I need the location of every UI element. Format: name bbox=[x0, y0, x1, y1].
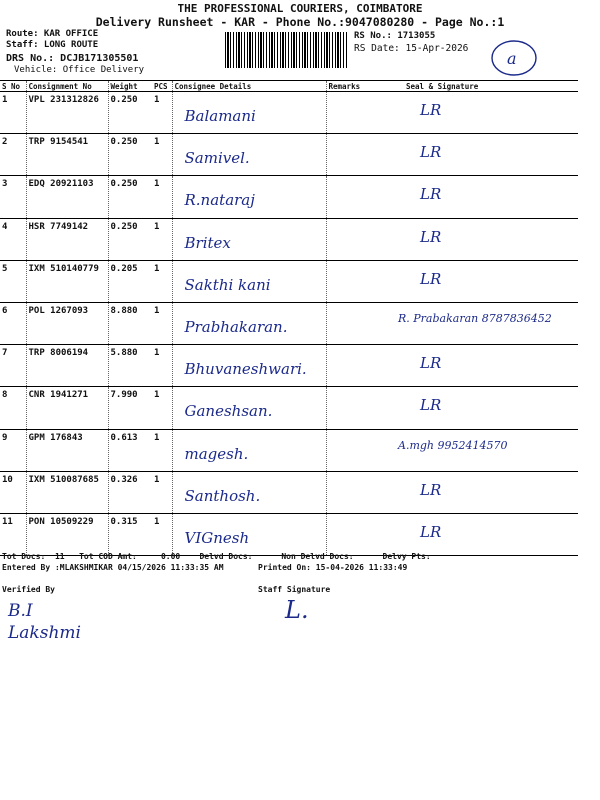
row-sno-text: 8 bbox=[2, 390, 8, 401]
row-weight bbox=[108, 471, 152, 513]
row-remarks bbox=[326, 218, 378, 260]
row-weight bbox=[108, 345, 152, 387]
col-consignment: Consignment No bbox=[26, 81, 108, 92]
row-consignment-no-text: IXM 510087685 bbox=[28, 474, 99, 485]
row-consignee bbox=[172, 429, 326, 471]
row-consignment-no-text: GPM 176843 bbox=[28, 432, 83, 443]
row-weight-text: 5.880 bbox=[110, 348, 138, 359]
row-weight bbox=[108, 218, 152, 260]
row-consignment-no bbox=[26, 176, 108, 218]
col-pcs: PCS bbox=[152, 81, 172, 92]
row-pcs-text: 1 bbox=[154, 432, 160, 443]
row-seal-signature-text: LR bbox=[420, 269, 442, 288]
row-seal-signature bbox=[378, 387, 578, 429]
row-seal-signature bbox=[378, 302, 578, 344]
row-remarks bbox=[326, 345, 378, 387]
row-remarks bbox=[326, 302, 378, 344]
row-sno-text: 2 bbox=[2, 137, 8, 148]
col-consignee: Consignee Details bbox=[172, 81, 326, 92]
row-consignment-no-text: IXM 510140779 bbox=[28, 263, 99, 274]
table-row bbox=[0, 387, 578, 429]
runsheet-subtitle: Delivery Runsheet - KAR - Phone No.:9047080280 - Page No.:1 bbox=[95, 15, 505, 29]
row-sno bbox=[0, 134, 26, 176]
row-consignment-no-text: POL 1267093 bbox=[28, 305, 89, 316]
row-remarks bbox=[326, 134, 378, 176]
row-consignee bbox=[172, 218, 326, 260]
row-weight-text: 0.326 bbox=[110, 474, 138, 485]
row-sno-text: 10 bbox=[2, 474, 13, 485]
row-remarks bbox=[326, 260, 378, 302]
row-weight-text: 8.880 bbox=[110, 305, 138, 316]
row-consignee-text: VIGnesh bbox=[184, 528, 250, 547]
rs-date: RS Date: 15-Apr-2026 bbox=[354, 43, 469, 54]
row-consignment-no bbox=[26, 218, 108, 260]
row-weight bbox=[108, 134, 152, 176]
table-row bbox=[0, 260, 578, 302]
row-weight-text: 0.250 bbox=[110, 221, 138, 232]
row-consignment-no bbox=[26, 92, 108, 134]
table-row bbox=[0, 218, 578, 260]
row-sno bbox=[0, 218, 26, 260]
totals-line: Tot Docs: 11 Tot COD Amt: 0.00 Delvd Docs: Non Delvd Docs: Delvy Pts: bbox=[2, 552, 431, 561]
barcode-image bbox=[225, 32, 347, 68]
row-sno-text: 1 bbox=[2, 95, 8, 105]
row-sno bbox=[0, 260, 26, 302]
row-sno-text: 9 bbox=[2, 432, 8, 443]
circle-mark-letter: a bbox=[507, 49, 517, 68]
row-consignee-text: Balamani bbox=[184, 107, 256, 125]
row-pcs bbox=[152, 134, 172, 176]
row-consignment-no bbox=[26, 345, 108, 387]
row-weight-text: 0.613 bbox=[110, 432, 138, 443]
row-pcs bbox=[152, 345, 172, 387]
row-consignee bbox=[172, 302, 326, 344]
row-consignment-no bbox=[26, 429, 108, 471]
row-pcs bbox=[152, 513, 172, 555]
row-consignee-text: magesh. bbox=[184, 444, 249, 463]
row-seal-signature-text: LR bbox=[420, 143, 442, 162]
row-pcs-text: 1 bbox=[154, 516, 160, 527]
row-seal-signature bbox=[378, 218, 578, 260]
rs-number: RS No.: 1713055 bbox=[354, 31, 436, 41]
verified-by-label: Verified By bbox=[2, 585, 55, 594]
row-consignee bbox=[172, 345, 326, 387]
row-seal-signature bbox=[378, 513, 578, 555]
row-sno bbox=[0, 387, 26, 429]
row-seal-signature bbox=[378, 471, 578, 513]
row-sno bbox=[0, 302, 26, 344]
row-consignee bbox=[172, 92, 326, 134]
row-weight-text: 0.205 bbox=[110, 263, 138, 274]
row-pcs-text: 1 bbox=[154, 179, 160, 190]
row-weight bbox=[108, 92, 152, 134]
table-row bbox=[0, 302, 578, 344]
row-pcs-text: 1 bbox=[154, 95, 160, 105]
row-seal-signature-text: LR bbox=[420, 185, 442, 204]
row-consignment-no bbox=[26, 387, 108, 429]
col-weight: Weight bbox=[108, 81, 152, 92]
row-remarks bbox=[326, 176, 378, 218]
row-seal-signature-text: LR bbox=[420, 101, 442, 119]
row-weight-text: 0.315 bbox=[110, 516, 138, 527]
row-seal-signature bbox=[378, 345, 578, 387]
entered-by: Entered By :MLAKSHMIKAR 04/15/2026 11:33:35 AM bbox=[2, 563, 224, 572]
row-consignee bbox=[172, 134, 326, 176]
row-seal-signature bbox=[378, 429, 578, 471]
row-pcs-text: 1 bbox=[154, 263, 160, 274]
row-consignee bbox=[172, 260, 326, 302]
row-weight-text: 0.250 bbox=[110, 179, 138, 190]
col-seal: Seal & Signature bbox=[378, 81, 578, 92]
row-seal-signature bbox=[378, 92, 578, 134]
row-weight-text: 7.990 bbox=[110, 390, 138, 401]
table-row bbox=[0, 513, 578, 555]
row-seal-signature-text: A.mgh 9952414570 bbox=[398, 438, 508, 452]
row-pcs-text: 1 bbox=[154, 390, 160, 401]
row-seal-signature-text: LR bbox=[420, 354, 442, 373]
row-sno-text: 6 bbox=[2, 305, 8, 316]
row-sno-text: 7 bbox=[2, 348, 8, 359]
table-row bbox=[0, 176, 578, 218]
row-pcs bbox=[152, 302, 172, 344]
vehicle-info: Vehicle: Office Delivery bbox=[14, 65, 145, 75]
row-seal-signature bbox=[378, 176, 578, 218]
table-row bbox=[0, 471, 578, 513]
circle-mark-icon bbox=[488, 38, 540, 78]
printed-on: Printed On: 15-04-2026 11:33:49 bbox=[258, 563, 408, 572]
drs-number: DRS No.: DCJB171305501 bbox=[6, 53, 139, 64]
row-consignee bbox=[172, 176, 326, 218]
row-pcs-text: 1 bbox=[154, 221, 160, 232]
row-pcs bbox=[152, 176, 172, 218]
row-sno bbox=[0, 429, 26, 471]
row-consignment-no-text: TRP 8006194 bbox=[28, 348, 89, 359]
row-consignment-no bbox=[26, 513, 108, 555]
row-consignee-text: R.nataraj bbox=[184, 191, 255, 210]
row-consignment-no-text: EDQ 20921103 bbox=[28, 179, 94, 190]
row-pcs bbox=[152, 471, 172, 513]
row-weight bbox=[108, 176, 152, 218]
row-sno-text: 5 bbox=[2, 263, 8, 274]
row-pcs-text: 1 bbox=[154, 474, 160, 485]
row-pcs-text: 1 bbox=[154, 305, 160, 316]
row-consignment-no-text: HSR 7749142 bbox=[28, 221, 89, 232]
table-header-row bbox=[0, 81, 578, 92]
staff-signature: L. bbox=[285, 596, 309, 624]
row-remarks bbox=[326, 429, 378, 471]
row-consignment-no bbox=[26, 134, 108, 176]
row-weight bbox=[108, 429, 152, 471]
row-pcs bbox=[152, 260, 172, 302]
row-seal-signature-text: R. Prabakaran 8787836452 bbox=[398, 311, 552, 325]
table-row bbox=[0, 429, 578, 471]
row-seal-signature-text: LR bbox=[420, 227, 442, 246]
row-sno-text: 11 bbox=[2, 516, 13, 527]
row-consignment-no-text: TRP 9154541 bbox=[28, 137, 89, 148]
row-sno-text: 4 bbox=[2, 221, 8, 232]
row-consignee bbox=[172, 513, 326, 555]
row-consignee-text: Prabhakaran. bbox=[184, 317, 288, 336]
row-pcs-text: 1 bbox=[154, 348, 160, 359]
row-pcs-text: 1 bbox=[154, 137, 160, 148]
row-consignment-no bbox=[26, 302, 108, 344]
row-seal-signature bbox=[378, 260, 578, 302]
row-consignee bbox=[172, 471, 326, 513]
table-row bbox=[0, 345, 578, 387]
row-weight bbox=[108, 302, 152, 344]
row-consignee-text: Britex bbox=[184, 233, 231, 252]
table-row bbox=[0, 134, 578, 176]
row-consignment-no-text: PON 10509229 bbox=[28, 516, 94, 527]
table-row bbox=[0, 92, 578, 134]
col-remarks: Remarks bbox=[326, 81, 378, 92]
row-seal-signature-text: LR bbox=[420, 480, 442, 499]
row-consignment-no-text: VPL 231312826 bbox=[28, 95, 99, 105]
verified-signature: B.I Lakshmi bbox=[8, 601, 81, 643]
route-info: Route: KAR OFFICE bbox=[6, 29, 99, 39]
row-sno bbox=[0, 92, 26, 134]
row-seal-signature-text: LR bbox=[420, 396, 442, 415]
row-pcs bbox=[152, 218, 172, 260]
staff-info: Staff: LONG ROUTE bbox=[6, 40, 99, 50]
row-remarks bbox=[326, 513, 378, 555]
row-weight bbox=[108, 513, 152, 555]
col-sno: S No bbox=[0, 81, 26, 92]
row-consignee-text: Sakthi kani bbox=[184, 275, 271, 294]
row-consignment-no-text: CNR 1941271 bbox=[28, 390, 89, 401]
row-seal-signature bbox=[378, 134, 578, 176]
row-sno bbox=[0, 513, 26, 555]
row-sno-text: 3 bbox=[2, 179, 8, 190]
row-weight-text: 0.250 bbox=[110, 95, 138, 105]
runsheet-table bbox=[0, 80, 578, 556]
row-remarks bbox=[326, 471, 378, 513]
row-remarks bbox=[326, 92, 378, 134]
row-pcs bbox=[152, 92, 172, 134]
row-weight-text: 0.250 bbox=[110, 137, 138, 148]
row-weight bbox=[108, 387, 152, 429]
row-consignment-no bbox=[26, 260, 108, 302]
row-sno bbox=[0, 471, 26, 513]
company-title: THE PROFESSIONAL COURIERS, COIMBATORE bbox=[177, 2, 423, 15]
row-sno bbox=[0, 345, 26, 387]
row-pcs bbox=[152, 429, 172, 471]
row-seal-signature-text: LR bbox=[420, 522, 442, 541]
row-consignee-text: Samivel. bbox=[184, 149, 250, 168]
row-consignee-text: Bhuvaneshwari. bbox=[184, 360, 307, 379]
row-sno bbox=[0, 176, 26, 218]
staff-signature-label: Staff Signature bbox=[258, 585, 331, 594]
row-remarks bbox=[326, 387, 378, 429]
row-consignee bbox=[172, 387, 326, 429]
row-consignee-text: Santhosh. bbox=[184, 486, 261, 505]
row-consignee-text: Ganeshsan. bbox=[184, 402, 273, 421]
row-pcs bbox=[152, 387, 172, 429]
row-weight bbox=[108, 260, 152, 302]
row-consignment-no bbox=[26, 471, 108, 513]
